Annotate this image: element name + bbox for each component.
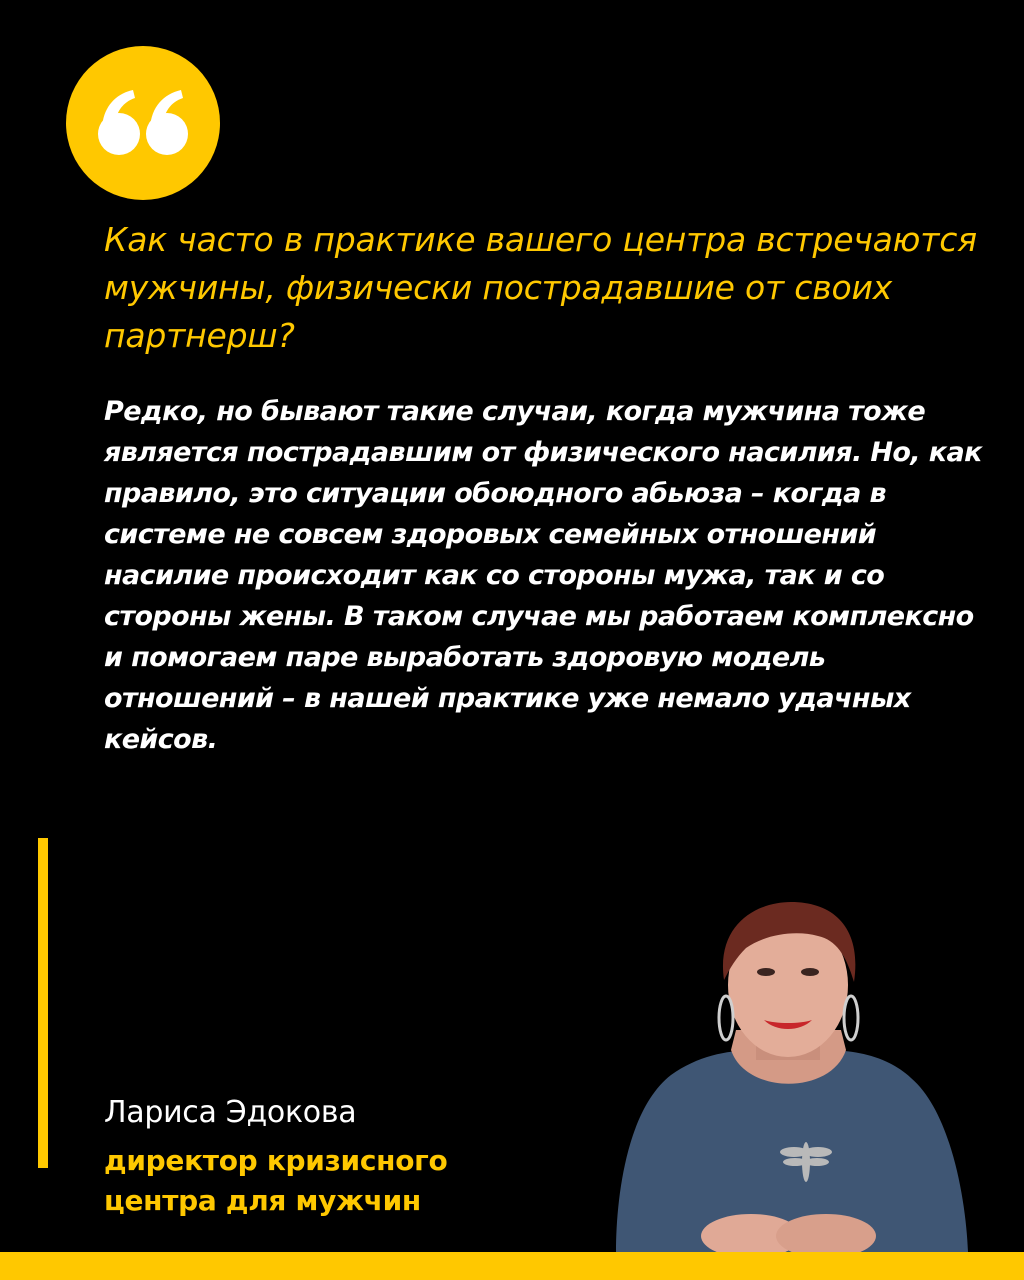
speaker-name: Лариса Эдокова [104,1095,357,1130]
speaker-portrait [596,900,986,1252]
accent-vertical-bar [38,838,48,1168]
interview-answer: Редко, но бывают такие случаи, когда мужчина тоже является пострадавшим от физического насилия. Но, как правило, это ситуации обоюдного абьюза – когда в системе не совсем здоровых семейных отношений насилие происходит как со стороны мужа, так и со стороны жены. В таком случае мы работаем комплексно и помогаем паре выработать здоровую модель отношений – в нашей практике уже немало удачных кейсов. [104,396,982,755]
interview-question: Как часто в практике вашего центра встречаются мужчины, физически пострадавшие от своих партнерш? [104,220,977,355]
quote-open-icon [93,88,193,158]
speaker-role: директор кризисного центра для мужчин [104,1144,448,1217]
quote-mark-badge [66,46,220,200]
accent-bottom-bar [0,1252,1024,1280]
